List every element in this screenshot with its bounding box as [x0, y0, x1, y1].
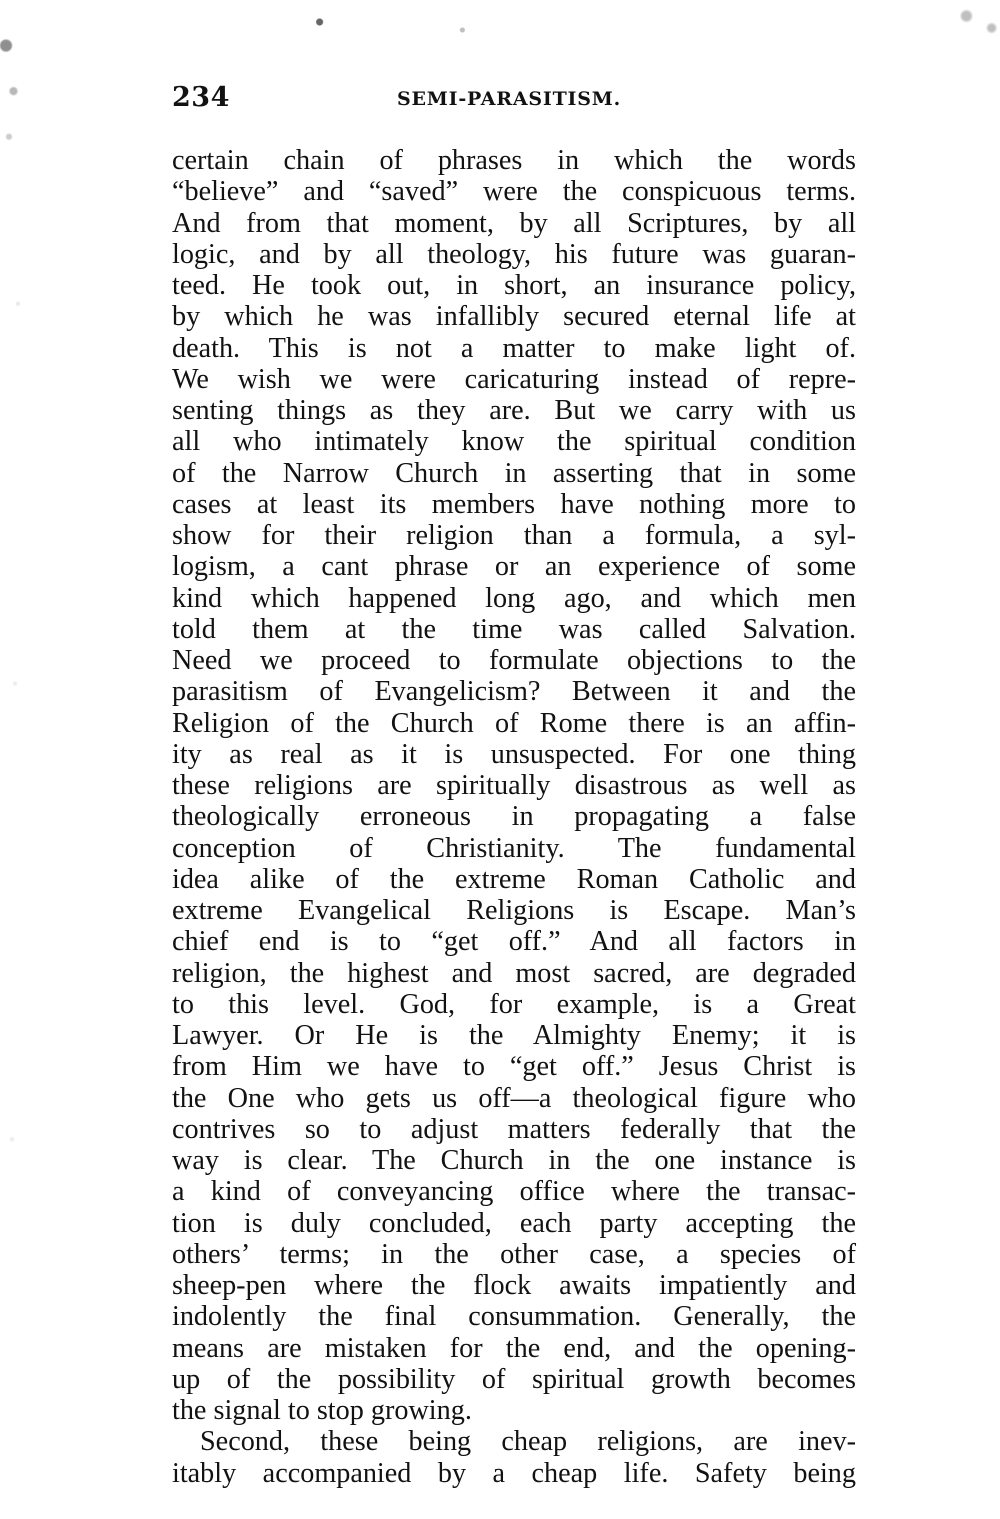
text-line: Need we proceed to formulate objections to the [172, 645, 856, 676]
text-line: And from that moment, by all Scriptures, by all [172, 207, 856, 239]
text-line: logism, a cant phrase or an experience of some [172, 551, 856, 583]
text-line: parasitism of Evangelicism? Between it and the [172, 676, 856, 708]
text-line: cases at least its members have nothing more to [172, 488, 856, 520]
text-line: show for their religion than a formula, a syl- [172, 520, 856, 551]
text-line: kind which happened long ago, and which men [172, 582, 856, 614]
text-line: indolently the final consummation. Generally, the [172, 1301, 856, 1333]
text-line: Second, these being cheap religions, are inev- [200, 1426, 856, 1458]
scan-speckle-left [0, 0, 30, 1519]
text-line: death. This is not a matter to make light of. [172, 332, 856, 364]
text-line: to this level. God, for example, is a Great [172, 988, 856, 1020]
text-line: “believe” and “saved” were the conspicuous terms. [172, 176, 856, 208]
text-line: extreme Evangelical Religions is Escape. Man’s [172, 895, 856, 926]
text-line: Lawyer. Or He is the Almighty Enemy; it is [172, 1020, 856, 1051]
text-line: theologically erroneous in propagating a false [172, 801, 856, 833]
text-line: contrives so to adjust matters federally that the [172, 1113, 856, 1145]
page-number: 234 [172, 82, 230, 113]
text-line: of the Narrow Church in asserting that in some [172, 457, 856, 489]
text-line: from Him we have to “get off.” Jesus Christ is [172, 1051, 856, 1083]
text-line: logic, and by all theology, his future was guaran- [172, 238, 856, 270]
text-line: tion is duly concluded, each party accepting the [172, 1207, 856, 1239]
text-line: a kind of conveyancing office where the transac- [172, 1176, 856, 1208]
text-line: conception of Christianity. The fundamental [172, 832, 856, 864]
running-head: SEMI-PARASITISM. [397, 88, 621, 110]
paragraph [172, 1426, 856, 1489]
text-line: ity as real as it is unsuspected. For one thing [172, 738, 856, 770]
text-line: told them at the time was called Salvation. [172, 613, 856, 645]
text-line: itably accompanied by a cheap life. Safety being [172, 1457, 856, 1489]
text-line: chief end is to “get off.” And all factors in [172, 926, 856, 958]
text-line: certain chain of phrases in which the words [172, 145, 856, 176]
text-line: way is clear. The Church in the one instance is [172, 1145, 856, 1176]
text-line: others’ terms; in the other case, a species of [172, 1238, 856, 1270]
text-line: idea alike of the extreme Roman Catholic and [172, 863, 856, 895]
text-line: religion, the highest and most sacred, are degraded [172, 957, 856, 989]
text-line: by which he was infallibly secured eternal life at [172, 301, 856, 333]
text-line: the One who gets us off—a theological figure who [172, 1082, 856, 1114]
page-header [172, 82, 862, 122]
text-line: senting things as they are. But we carry with us [172, 395, 856, 426]
text-line: teed. He took out, in short, an insurance policy, [172, 270, 856, 301]
text-line: all who intimately know the spiritual condition [172, 426, 856, 458]
text-line: Religion of the Church of Rome there is an affin- [172, 707, 856, 739]
paragraph [172, 145, 856, 1426]
text-line: We wish we were caricaturing instead of repre- [172, 363, 856, 395]
text-line: the signal to stop growing. [172, 1395, 472, 1426]
text-line: means are mistaken for the end, and the opening- [172, 1332, 856, 1364]
scan-speckle-top [160, 0, 1000, 40]
body-text [172, 145, 856, 1489]
text-line: sheep-pen where the flock awaits impatiently and [172, 1270, 856, 1301]
text-line: up of the possibility of spiritual growth becomes [172, 1363, 856, 1395]
text-line: these religions are spiritually disastrous as well as [172, 770, 856, 801]
